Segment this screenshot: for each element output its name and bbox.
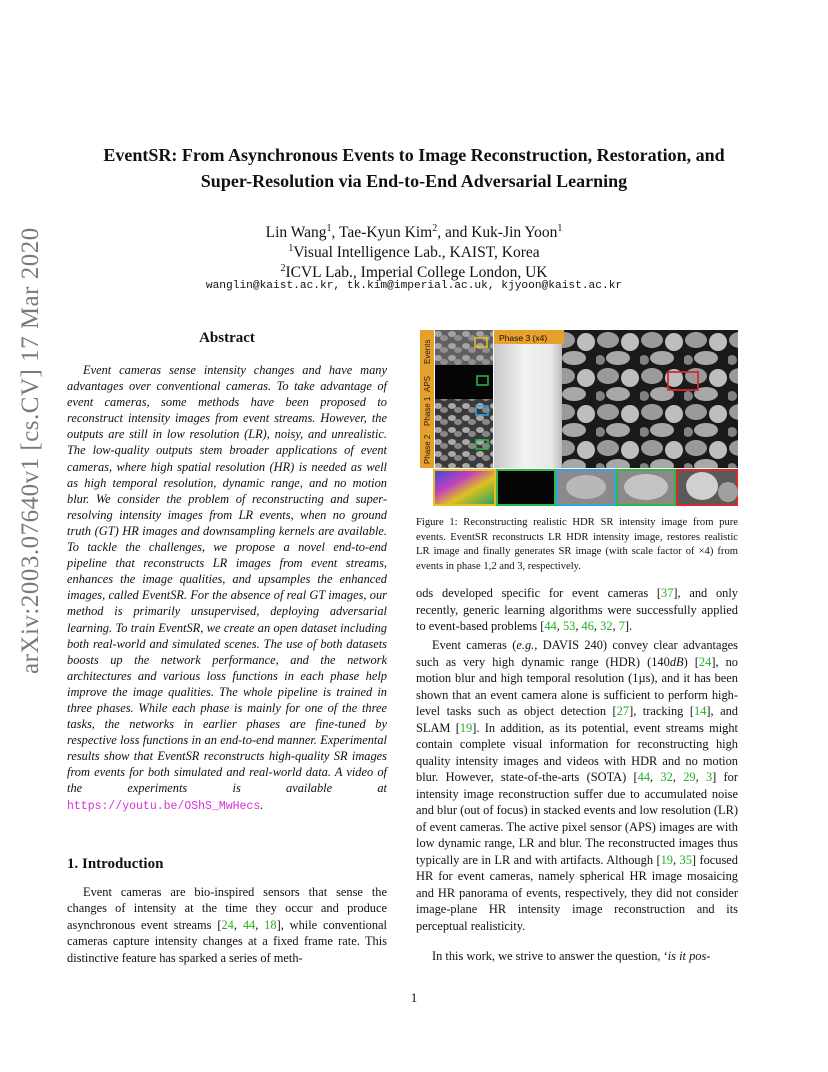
citation-link[interactable]: 46 bbox=[581, 619, 594, 633]
citation-link[interactable]: 32 bbox=[600, 619, 613, 633]
body-text: Event cameras ( bbox=[432, 638, 517, 652]
body-text: ], and SLAM [ bbox=[416, 704, 738, 735]
crop-phase2-stone bbox=[624, 474, 668, 500]
citation-link[interactable]: 24 bbox=[221, 917, 234, 932]
right-paragraph-2: Event cameras (e.g., DAVIS 240) convey clear advantages such as very high dynamic range (HDR) (140dB) [24], no motion blur and high temporal resolution (1µs), and it has been shown that an event camera alone is sufficient to perform high-level tasks such as object detection [27], tracking [14], and SLAM [19]. In addition, as its potential, event streams might contain complete visual information for reconstructing high quality intensity images and videos with HDR and no motion blur. However, state-of-the-arts (SOTA) [44, 32, 29, 3] for intensity image reconstruction suffer due to accumulated noise and blur (out of focus) in stacked events and low resolution (LR) of event cameras. The active pixel sensor (APS) images are with low dynamic range, LR and blur. The reconstructed images thus typically are in LR and with artifacts. Although [19, 35] focused HR for event cameras, namely spherical HR image mosaicing and HR panorama of events, respectively, they did not consider image-plane HR intensity image reconstruction and its perceptual realisticity. bbox=[416, 638, 739, 933]
body-text: ods developed specific for event cameras [ bbox=[416, 586, 662, 600]
author-list: Lin Wang$^1$, Tae-Kyun Kim$^2$, and Kuk-Jin Yoon$^1$ bbox=[265, 223, 563, 242]
arxiv-stamp: arXiv:2003.07640v1 [cs.CV] 17 Mar 2020 bbox=[17, 227, 44, 674]
body-text: dB bbox=[669, 654, 684, 669]
citation-link[interactable]: 35 bbox=[679, 852, 692, 867]
phase2-tile bbox=[435, 433, 493, 468]
figure-1 bbox=[420, 330, 738, 510]
affiliation-mark: 1 bbox=[326, 223, 332, 234]
citation-link[interactable]: 44 bbox=[637, 770, 651, 784]
figure-1-caption: Figure 1: Reconstructing realistic HDR SR intensity image from pure events. EventSR reconstructs LR HDR intensity image, restores realistic LR image and finally generates SR image (with scale factor of ×4) from events in phase 1,2 and 3, respectively. bbox=[416, 517, 738, 572]
citation-link[interactable]: 37 bbox=[661, 586, 674, 600]
title-line-1: EventSR: From Asynchronous Events to Image Reconstruction, Restoration, and bbox=[103, 145, 725, 165]
crop-phase1-stone bbox=[566, 475, 606, 499]
citation-link[interactable]: 53 bbox=[562, 619, 576, 633]
sr-image-blend bbox=[494, 330, 562, 468]
abstract-body bbox=[67, 362, 387, 815]
phase1-tile bbox=[435, 399, 493, 433]
body-text: e.g. bbox=[516, 638, 535, 652]
body-text: ], tracking [ bbox=[629, 704, 694, 718]
citation-link[interactable]: 32 bbox=[660, 770, 673, 784]
citation-link[interactable]: 27 bbox=[616, 704, 630, 718]
citation-link[interactable]: 24 bbox=[698, 654, 712, 669]
affiliation-text: Visual Intelligence Lab., KAIST, Korea bbox=[293, 244, 540, 262]
body-text: ] for intensity image reconstruction suffer due to accumulated noise and blur (out of focus) in stacked events and low resolution (LR) of event cameras. The active pixel sensor (APS) images are with low dynamic range, LR and blur. The reconstructed images thus typically are in LR and with artifacts. Although [ bbox=[416, 770, 739, 867]
body-text: ]. In addition, as its potential, event streams might contain complete visual information for reconstructing high quality intensity images and videos with HDR and no motion blur. However, state-of-the-arts (SOTA) [ bbox=[416, 720, 738, 784]
label-phase-1: Phase 1 bbox=[423, 396, 432, 426]
label-aps: APS bbox=[423, 375, 432, 392]
body-text: ], no motion blur and high temporal resolution (1µs), and it has been shown that an event camera alone is sufficient to perform high-level tasks such as object detection [ bbox=[416, 654, 738, 718]
title-line-2: Super-Resolution via End-to-End Adversarial Learning bbox=[200, 171, 628, 191]
abstract-end: . bbox=[260, 797, 264, 812]
citation-link[interactable]: 7 bbox=[618, 619, 625, 633]
body-text: is it pos- bbox=[667, 949, 711, 963]
body-text: ) [ bbox=[683, 654, 699, 669]
section-heading-introduction: 1. Introduction bbox=[67, 856, 164, 872]
right-paragraph-1: ods developed specific for event cameras [37], and only recently, generic learning algorithms were successfully applied to event-based problems [44, 53, 46, 32, 7]. bbox=[416, 586, 739, 633]
label-events: Events bbox=[423, 339, 432, 364]
label-phase-2: Phase 2 bbox=[423, 434, 432, 464]
body-text: , DAVIS 240) convey clear advantages such as very high dynamic range (HDR) (140 bbox=[416, 638, 739, 669]
crop-events bbox=[434, 470, 495, 505]
citation-link[interactable]: 14 bbox=[694, 704, 707, 718]
paper-title bbox=[40, 142, 788, 194]
abstract-heading: Abstract bbox=[199, 330, 255, 346]
citation-link[interactable]: 19 bbox=[459, 720, 473, 735]
crop-aps bbox=[497, 470, 555, 505]
author-name: Tae-Kyun Kim bbox=[339, 224, 433, 242]
body-text: ] focused HR for event cameras, namely spherical HR image mosaicing and HR panorama of events, respectively, they did not consider image-plane HR intensity image reconstruction and its perceptual realisticity. bbox=[416, 852, 738, 933]
citation-link[interactable]: 3 bbox=[705, 770, 713, 784]
body-text: ], and only recently, generic learning algorithms were successfully applied to event-based problems [ bbox=[416, 586, 739, 633]
affiliation-text: ICVL Lab., Imperial College London, UK bbox=[285, 264, 548, 282]
body-text: ]. bbox=[624, 619, 633, 633]
crop-phase3-stone-2 bbox=[718, 482, 738, 502]
label-phase-3: Phase 3 (x4) bbox=[499, 333, 548, 343]
intro-text: Event cameras are bio-inspired sensors that sense the changes of intensity at the time they occur and produce asynchronous event streams [ bbox=[67, 885, 387, 932]
intro-text: ], while conventional cameras capture intensity changes at a fixed frame rate. This distinctive feature has sparked a series of meth- bbox=[67, 917, 387, 965]
citation-link[interactable]: 44 bbox=[242, 917, 256, 932]
abstract-text: Event cameras sense intensity changes and have many advantages over conventional cameras. To take advantage of event cameras, some methods have been proposed to reconstruct intensity images from event streams. However, the outputs are still in low resolution (LR), noisy, and unrealistic. The low-quality outputs stem broader applications of event cameras, where high spatial resolution (HR) is needed as well as high temporal resolution, dynamic range, and no motion blur. We consider the problem of reconstructing and super-resolving intensity images from LR events, when no ground truth (GT) HR images and downsampling kernels are available. To tackle the challenges, we propose a novel end-to-end pipeline that reconstructs LR images from event streams, enhances the image qualities, and upsamples the enhanced images, called EventSR. For the absence of real GT images, our method is primarily unsupervised, deploying adversarial learning. To train EventSR, we create an open dataset including both real-world and simulated scenes. The use of both datasets boosts up the network performance, and the network architectures and various loss functions in each phase help improve the image qualities. The whole pipeline is trained in three phases. While each phase is mainly for one of the three tasks, the networks in earlier phases are fine-tuned by respective loss functions in an end-to-end manner. Experimental results show that EventSR reconstructs high-quality SR images from events for both simulated and real-world data. A video of the experiments is available at bbox=[67, 363, 387, 796]
intro-paragraph: Event cameras are bio-inspired sensors that sense the changes of intensity at the time they occur and produce asynchronous event streams [24, 44, 18], while conventional cameras capture intensity changes at a fixed frame rate. This distinctive feature has sparked a series of meth- bbox=[67, 885, 387, 965]
citation-link[interactable]: 44 bbox=[544, 619, 557, 633]
crop-phase3-stone bbox=[686, 472, 718, 500]
affiliation-mark: 2 bbox=[280, 263, 286, 274]
page-number: 1 bbox=[410, 990, 418, 1005]
affiliation-mark: 1 bbox=[288, 243, 294, 254]
affiliation-mark: 1 bbox=[557, 223, 563, 234]
body-text: In this work, we strive to answer the question, ‘ bbox=[432, 949, 668, 963]
affiliation-mark: 2 bbox=[432, 223, 438, 234]
author-emails: wanglin@kaist.ac.kr, tk.kim@imperial.ac.uk, kjyoon@kaist.ac.kr bbox=[205, 280, 623, 292]
right-paragraph-3 bbox=[416, 948, 738, 965]
citation-link[interactable]: 29 bbox=[683, 770, 696, 784]
citation-link[interactable]: 18 bbox=[264, 917, 277, 932]
author-name: Lin Wang bbox=[265, 224, 327, 242]
author-name: Kuk-Jin Yoon bbox=[471, 224, 558, 242]
video-link[interactable]: https://youtu.be/OShS_MwHecs bbox=[67, 799, 261, 813]
citation-link[interactable]: 19 bbox=[660, 852, 673, 867]
aps-tile bbox=[435, 365, 493, 399]
